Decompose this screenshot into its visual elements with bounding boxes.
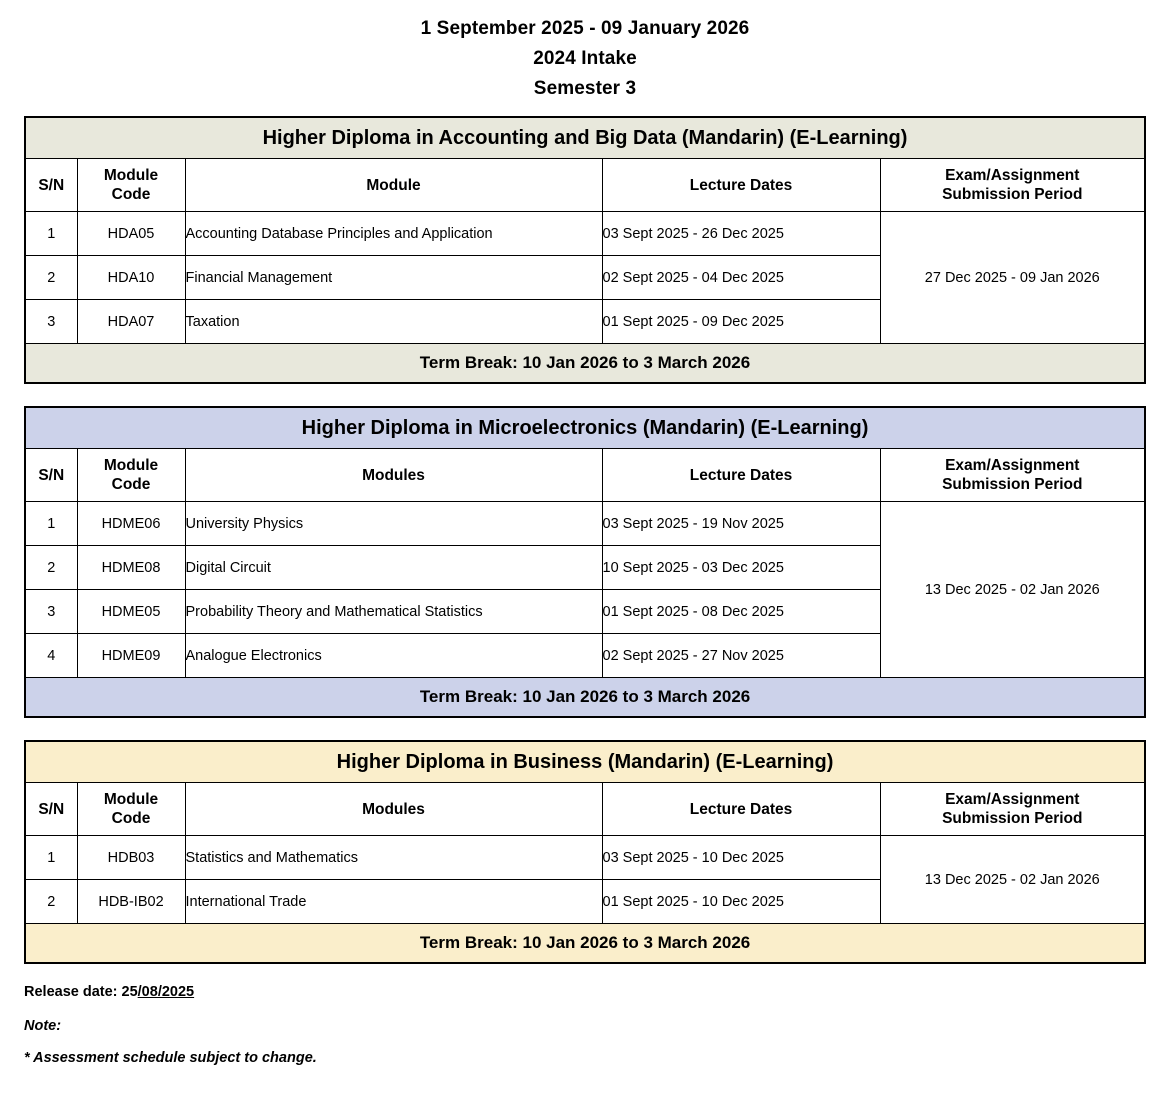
exam-header-line2: Submission Period [942,476,1083,493]
module-code-line1: Module [103,167,159,184]
row-sn: 1 [25,836,77,880]
note-label: Note: [24,1018,62,1034]
row-module-name: Statistics and Mathematics [185,836,602,880]
row-module-name: International Trade [185,880,602,924]
header-date-range: 1 September 2025 - 09 January 2026 [420,18,750,39]
column-header-lecture-dates: Lecture Dates [602,449,880,502]
header-intake: 2024 Intake [533,48,637,69]
row-exam-period: 13 Dec 2025 - 02 Jan 2026 [880,502,1145,678]
row-lecture-dates: 01 Sept 2025 - 08 Dec 2025 [602,590,880,634]
exam-header-line1: Exam/Assignment [945,167,1080,184]
release-date [24,984,1146,1000]
exam-header-line1: Exam/Assignment [945,791,1080,808]
column-header-module: Modules [185,783,602,836]
row-module-code: HDA10 [77,256,185,300]
column-header-exam-period [880,449,1145,502]
row-lecture-dates: 10 Sept 2025 - 03 Dec 2025 [602,546,880,590]
release-date-label: Release date: 25 [24,984,138,1000]
row-exam-period: 27 Dec 2025 - 09 Jan 2026 [880,212,1145,344]
document-header [0,0,1170,104]
row-sn: 2 [25,880,77,924]
column-header-module: Modules [185,449,602,502]
row-module-name: Accounting Database Principles and Application [185,212,602,256]
row-lecture-dates: 01 Sept 2025 - 10 Dec 2025 [602,880,880,924]
programme-title: Higher Diploma in Business (Mandarin) (E-Learning) [25,741,1145,783]
row-sn: 3 [25,300,77,344]
row-lecture-dates: 01 Sept 2025 - 09 Dec 2025 [602,300,880,344]
exam-header-line2: Submission Period [942,810,1083,827]
column-header-module: Module [185,159,602,212]
module-code-line2: Code [111,186,151,203]
module-code-line2: Code [111,810,151,827]
column-header-sn: S/N [25,159,77,212]
row-module-code: HDME09 [77,634,185,678]
programme-table-accounting-big-data [24,116,1146,384]
row-lecture-dates: 03 Sept 2025 - 19 Nov 2025 [602,502,880,546]
row-sn: 1 [25,212,77,256]
row-exam-period: 13 Dec 2025 - 02 Jan 2026 [880,836,1145,924]
row-lecture-dates: 02 Sept 2025 - 27 Nov 2025 [602,634,880,678]
exam-header-line2: Submission Period [942,186,1083,203]
term-break: Term Break: 10 Jan 2026 to 3 March 2026 [25,344,1145,384]
column-header-module-code [77,783,185,836]
column-header-module-code [77,449,185,502]
term-break: Term Break: 10 Jan 2026 to 3 March 2026 [25,678,1145,718]
term-break: Term Break: 10 Jan 2026 to 3 March 2026 [25,924,1145,964]
row-sn: 3 [25,590,77,634]
row-lecture-dates: 02 Sept 2025 - 04 Dec 2025 [602,256,880,300]
row-module-name: Analogue Electronics [185,634,602,678]
row-module-code: HDME06 [77,502,185,546]
row-module-name: Probability Theory and Mathematical Statistics [185,590,602,634]
module-code-line1: Module [103,457,159,474]
column-header-exam-period [880,783,1145,836]
row-sn: 1 [25,502,77,546]
header-semester: Semester 3 [533,78,637,99]
programme-title: Higher Diploma in Accounting and Big Data (Mandarin) (E-Learning) [25,117,1145,159]
row-module-code: HDB-IB02 [77,880,185,924]
programme-table-microelectronics [24,406,1146,718]
module-code-line2: Code [111,476,151,493]
column-header-module-code [77,159,185,212]
row-module-code: HDA05 [77,212,185,256]
table-row [25,212,1145,256]
release-date-value: /08/2025 [137,984,195,1000]
module-code-line1: Module [103,791,159,808]
row-sn: 4 [25,634,77,678]
column-header-lecture-dates: Lecture Dates [602,159,880,212]
column-header-exam-period [880,159,1145,212]
programme-table-business [24,740,1146,964]
row-module-name: Taxation [185,300,602,344]
column-header-sn: S/N [25,783,77,836]
row-lecture-dates: 03 Sept 2025 - 26 Dec 2025 [602,212,880,256]
programme-title: Higher Diploma in Microelectronics (Mandarin) (E-Learning) [25,407,1145,449]
row-module-code: HDME08 [77,546,185,590]
programme-tables [0,116,1170,964]
row-lecture-dates: 03 Sept 2025 - 10 Dec 2025 [602,836,880,880]
row-sn: 2 [25,546,77,590]
row-module-code: HDA07 [77,300,185,344]
row-module-code: HDB03 [77,836,185,880]
row-module-code: HDME05 [77,590,185,634]
column-header-lecture-dates: Lecture Dates [602,783,880,836]
note-text: * Assessment schedule subject to change. [24,1050,317,1066]
document-footer [0,964,1170,1066]
row-module-name: Financial Management [185,256,602,300]
table-row [25,836,1145,880]
table-row [25,502,1145,546]
column-header-sn: S/N [25,449,77,502]
row-module-name: Digital Circuit [185,546,602,590]
exam-header-line1: Exam/Assignment [945,457,1080,474]
row-module-name: University Physics [185,502,602,546]
row-sn: 2 [25,256,77,300]
